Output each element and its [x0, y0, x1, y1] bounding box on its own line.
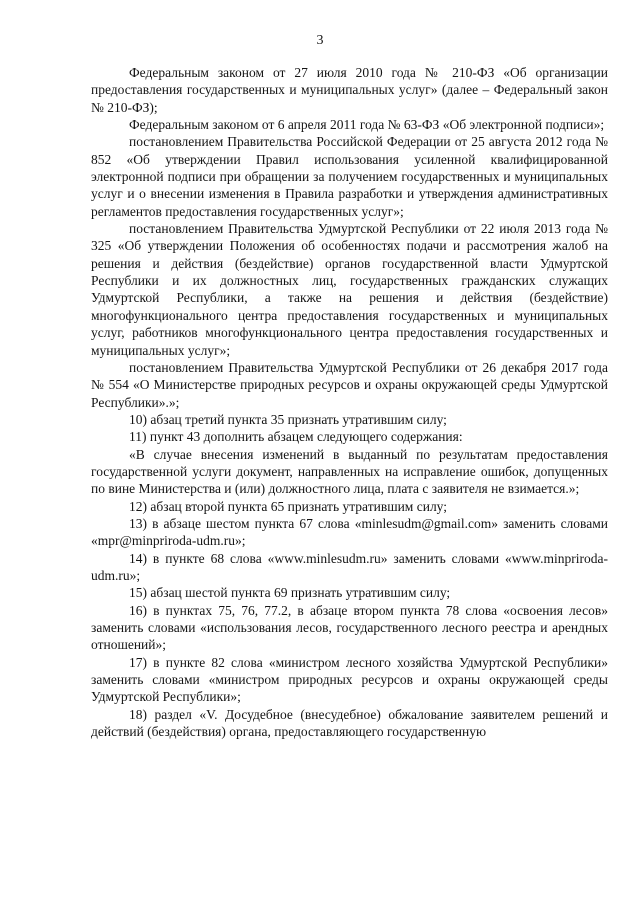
paragraph-item-18: 18) раздел «V. Досудебное (внесудебное) обжалование заявителем решений и действий (бездействия) органа, предоставляющего государственную	[91, 706, 608, 740]
paragraph-item-14: 14) в пункте 68 слова «www.minlesudm.ru» заменить словами «www.minpriroda-udm.ru»;	[91, 550, 608, 583]
paragraph-federal-law-63: Федеральным законом от 6 апреля 2011 года № 63-ФЗ «Об электронной подписи»;	[129, 117, 605, 133]
page-number: 3	[316, 33, 324, 48]
paragraph-item-15: 15) абзац шестой пункта 69 признать утратившим силу;	[129, 585, 451, 601]
document-body	[91, 64, 608, 740]
paragraph-ur-resolution-554: постановлением Правительства Удмуртской Республики от 26 декабря 2017 года № 554 «О Министерстве природных ресурсов и охраны окружающей среды Удмуртской Республики».»;	[91, 359, 608, 410]
paragraph-item-17: 17) в пункте 82 слова «министром лесного хозяйства Удмуртской Республики» заменить словами «министром природных ресурсов и охраны окружающей среды Удмуртской Республики»;	[91, 654, 608, 705]
paragraph-rf-resolution-852: постановлением Правительства Российской Федерации от 25 августа 2012 года № 852 «Об утверждении Правил использования усиленной квалифицированной электронной подписи при обращении за получением государственных и муниципальных услуг и о внесении изменения в Правила разработки и утверждения административных регламентов предоставления государственных услуг»;	[91, 134, 608, 219]
paragraph-item-13: 13) в абзаце шестом пункта 67 слова «minlesudm@gmail.com» заменить словами «mpr@minpriroda-udm.ru»;	[91, 515, 608, 549]
paragraph-item-12: 12) абзац второй пункта 65 признать утратившим силу;	[129, 498, 448, 514]
paragraph-item-11: 11) пункт 43 дополнить абзацем следующего содержания:	[129, 429, 463, 445]
paragraph-item-16: 16) в пунктах 75, 76, 77.2, в абзаце втором пункта 78 слова «освоения лесов» заменить словами «использования лесов, государственного лесного реестра и арендных отношений»;	[91, 602, 608, 653]
paragraph-federal-law-210: Федеральным законом от 27 июля 2010 года № 210-ФЗ «Об организации предоставления государственных и муниципальных услуг» (далее – Федеральный закон № 210-ФЗ);	[91, 65, 608, 115]
paragraph-item-11-quote: «В случае внесения изменений в выданный по результатам предоставления государственной услуги документ, направленных на исправление ошибок, допущенных по вине Министерства и (или) должностного лица, плата с заявителя не взимается.»;	[91, 446, 608, 497]
paragraph-ur-resolution-325: постановлением Правительства Удмуртской Республики от 22 июля 2013 года № 325 «Об утверждении Положения об особенностях подачи и рассмотрения жалоб на решения и действия (бездействие) органов государственной власти Удмуртской Республики и их должностных лиц, государственных гражданских служащих Удмуртской Республики, а также на решения и действия (бездействие) многофункционального центра предоставления государственных и муниципальных услуг, работников многофункционального центра предоставления государственных и муниципальных услуг»;	[91, 221, 608, 358]
paragraph-item-10: 10) абзац третий пункта 35 признать утратившим силу;	[129, 411, 447, 427]
